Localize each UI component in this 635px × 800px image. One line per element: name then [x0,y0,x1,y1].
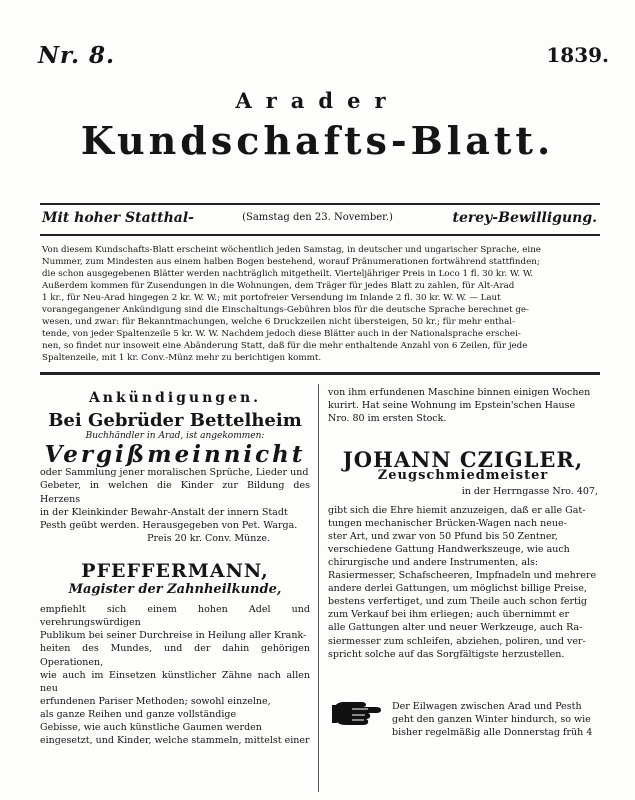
smith-title: Zeugschmiedmeister [377,468,549,484]
smith-advertisement: gibt sich die Ehre hiemit anzuzeigen, daß er alle Gat- tungen mechanischer Brücken-Wagen nach neue- ster Art, und zwar von 50 Pfund bis 50 Zentner, verschiedene Gattung Handwerkszeuge, wie auch chirurgische und andere Instrumenten, als: Rasiermesser, Schafscheeren, Impfnadeln und mehrere andere derlei Gattungen, um möglichst billige Preise, bestens verfertiget, und zum Theile auch schon fertig zum Verkauf bei ihm erliegen; auch übernimmt er alle Gattungen alter und neuer Werkzeuge, auch Ra- siermesser zum schleifen, abziehen, poliren, und ver- spricht solche auf das Sorgfältigste herzustellen. [328,504,597,660]
issue-date: (Samstag den 23. November.) [242,212,393,223]
dentist-continuation: von ihm erfundenen Maschine binnen einigen Wochen kurirt. Hat seine Wohnung im Epstein'schen Hause Nro. 80 im ersten Stock. [328,387,591,425]
masthead-rule-bottom [40,234,600,236]
masthead-title: Kundschafts-Blatt. [80,118,555,163]
permission-right: terey-Bewilligung. [452,210,597,226]
coach-notice: Der Eilwagen zwischen Arad und Pesth geht den ganzen Winter hindurch, so wie bisher regelmäßig alle Donnerstag früh 4 [392,701,593,739]
smith-address: in der Herrngasse Nro. 407, [461,486,598,498]
subscription-notice: Von diesem Kundschafts-Blatt erscheint wöchentlich jeden Samstag, in deutscher und ungarischer Sprache, eine Nummer, zum Mindesten aus einem halben Bogen bestehend, worauf Pränumerationen fortwährend stattfinden; die schon ausgegebenen Blätter werden nachträglich mitgetheilt. Vierteljähriger Preis in Loco 1 fl. 30 kr. W. W. Außerdem kommen für Zusendungen in die Wohnungen, dem Träger für jedes Blatt zu zahlen, für Alt-Arad 1 kr., für Neu-Arad hingegen 2 kr. W. W.; mit portofreier Versendung im Inlande 2 fl. 30 kr. W. W. — Laut vorangegangener Ankündigung sind die Einschaltungs-Gebühren blos für die deutsche Sprache berechnet ge- wesen, und zwar: für Bekanntmachungen, welche 6 Druckzeilen nicht übersteigen, 50 kr.; für mehr enthal- tende, von jeder Spaltenzeile 5 kr. W. W. Nachdem jedoch diese Blätter auch in der Nationalsprache erschei- nen, so findet nur insoweit eine Abänderung Statt, daß für die mehr enthaltende Anzahl von 6 Zeilen, für jede Spaltenzeile, mit 1 kr. Conv.-Münz mehr zu berichtigen kommt. [42,245,541,363]
publisher-name: Bei Gebrüder Bettelheim [48,410,302,432]
section-title: Ankündigungen. [88,390,262,406]
dentist-title: Magister der Zahnheilkunde, [68,582,282,598]
masthead-subtitle: Arader [235,88,400,113]
dentist-advertisement: empfiehlt sich einem hohen Adel und verehrungswürdigen Publikum bei seiner Durchreise in Heilung aller Krank- heiten des Mundes, und der dahin gehörigen Operationen, wie auch im Einsetzen künstlicher Zähne nach allen neu erfundenen Pariser Methoden; sowohl einzelne, als ganze Reihen und ganze vollständige Gebisse, wie auch künstliche Gaumen werden eingesetzt, und Kinder, welche stammeln, mittelst einer [40,604,310,747]
publisher-subline: Buchhändler in Arad, ist angekommen: [85,431,265,442]
issue-year: 1839. [546,43,609,67]
book-price: Preis 20 kr. Conv. Münze. [147,532,270,544]
left-column [40,392,310,747]
book-description: oder Sammlung jener moralischen Sprüche, Lieder und Gebeter, in welchen die Kinder zur Bildung des Herzens in der Kleinkinder Bewahr-Anstalt der innern Stadt Pesth geübt werden. Herausgegeben von Pet. Warga. [40,467,310,531]
pointing-hand-icon [332,695,386,733]
column-divider [318,384,319,792]
smith-name: JOHANN CZIGLER, [342,447,584,473]
issue-number: Nr. 8. [38,42,116,69]
notice-rule [40,372,600,375]
dentist-name: PFEFFERMANN, [81,559,269,582]
right-column [328,386,598,661]
book-title: Vergißmeinnicht [44,441,306,469]
masthead-rule-top [40,203,600,205]
permission-left: Mit hoher Statthal- [42,210,194,226]
